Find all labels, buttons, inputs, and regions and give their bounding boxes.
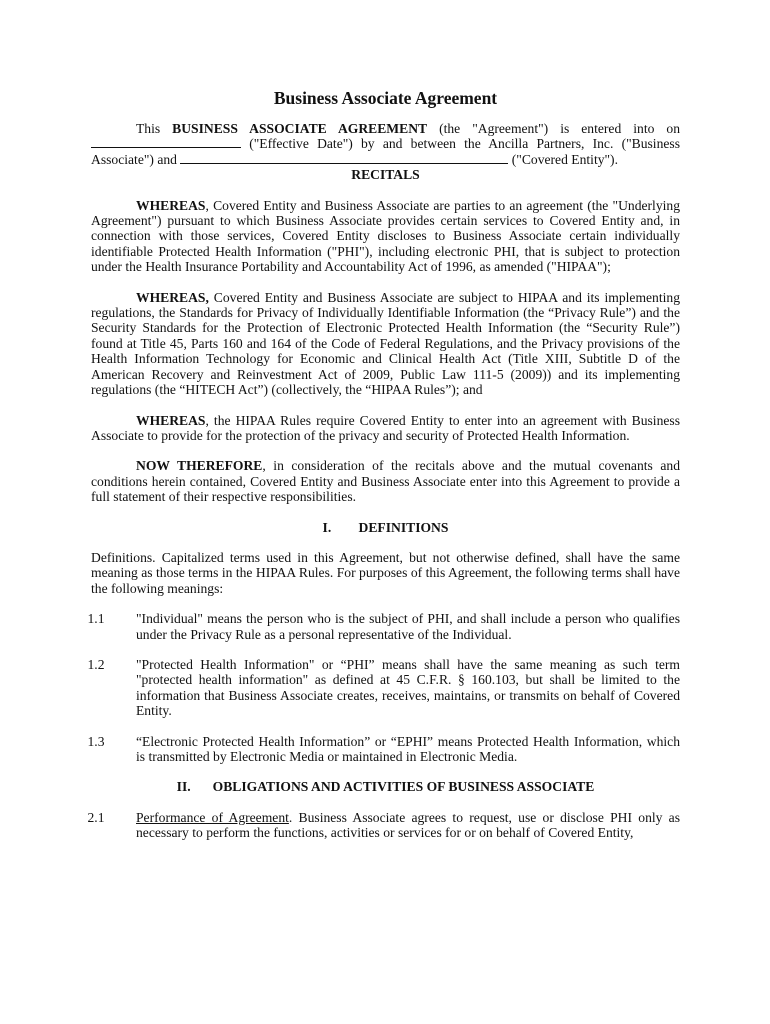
document-title: Business Associate Agreement: [273, 88, 498, 108]
covered-entity-blank: [180, 152, 508, 164]
definition-item: [87, 733, 680, 765]
definition-item: [87, 611, 680, 642]
recital-lead: WHEREAS: [136, 197, 206, 213]
recital-paragraph: [91, 413, 680, 444]
item-text: “Electronic Protected Health Information” or “EPHI” means Protected Health Information, which is transmitted by Electronic Media or maintained in Electronic Media.: [136, 733, 680, 764]
recital-text: , in consideration of the recitals above and the mutual covenants and conditions herein contained, Covered Entity and Business Associate enter into this Agreement to provide a full statement of their respective responsibilities.: [91, 458, 680, 505]
item-number: 1.3: [87, 733, 105, 749]
section-number: II.: [176, 779, 191, 795]
section-heading-obligations: [91, 779, 680, 794]
definition-item: [87, 656, 680, 719]
item-text: "Protected Health Information" or “PHI” means shall have the same meaning as such term "protected health information" as defined at 45 C.F.R. § 160.103, but shall be limited to the information that Business Associate creates, receives, maintains, or transmits on behalf of Covered Entity.: [136, 656, 680, 719]
effective-date-blank: [91, 136, 241, 148]
obligation-item: [87, 809, 681, 841]
section-title: OBLIGATIONS AND ACTIVITIES OF BUSINESS ASSOCIATE: [212, 779, 595, 795]
item-text: [136, 810, 680, 841]
intro-text-4: ("Covered Entity").: [508, 151, 618, 167]
definitions-intro: Definitions. Capitalized terms used in this Agreement, but not otherwise defined, shall have the same meaning as those terms in the HIPAA Rules. For purposes of this Agreement, the following terms shall have the following meanings:: [91, 549, 680, 596]
item-heading: Performance of Agreement: [136, 809, 289, 825]
recital-text: , the HIPAA Rules require Covered Entity to enter into an agreement with Business Associate to provide for the protection of the privacy and security of Protected Health Information.: [91, 412, 680, 443]
recital-lead: NOW THEREFORE: [136, 458, 263, 474]
recital-text: Covered Entity and Business Associate are subject to HIPAA and its implementing regulations, the Standards for Privacy of Individually Identifiable Information (the “Privacy Rule”) and the Security Standards for the Protection of Electronic Protected Health Information (the “Security Rule”) found at Title 45, Parts 160 and 164 of the Code of Federal Regulations, and the Privacy provisions of the Health Information Technology for Economic and Clinical Health Act (Title XIII, Subtitle D of the American Recovery and Reinvestment Act of 2009, Public Law 111-5 (2009)) and its implementing regulations (the “HITECH Act”) (collectively, the “HIPAA Rules”); and: [91, 289, 680, 398]
item-number: 1.1: [87, 611, 105, 627]
item-number: 2.1: [87, 809, 105, 825]
recital-lead: WHEREAS: [136, 412, 206, 428]
item-text: "Individual" means the person who is the subject of PHI, and shall include a person who qualifies under the Privacy Rule as a personal representative of the Individual.: [136, 611, 680, 642]
recital-paragraph: [91, 198, 680, 275]
section-title: DEFINITIONS: [358, 519, 449, 535]
document-page: [87, 88, 681, 841]
recital-paragraph: [91, 290, 680, 398]
section-heading-definitions: [91, 520, 680, 535]
recital-paragraph: [91, 458, 680, 504]
intro-text-1: This: [136, 121, 173, 136]
section-number: I.: [322, 519, 332, 535]
item-number: 1.2: [87, 656, 105, 672]
recitals-heading: RECITALS: [351, 167, 420, 183]
intro-agreement-name: BUSINESS ASSOCIATE AGREEMENT: [172, 121, 428, 136]
intro-text-3: ("Effective Date") by and between the Ancilla Partners, Inc. ("Business Associate") and: [91, 136, 680, 167]
recital-text: , Covered Entity and Business Associate are parties to an agreement (the "Underlying Agreement") pursuant to which Business Associate provides certain services to Covered Entity and, in connection with those services, Covered Entity discloses to Business Associate certain individually identifiable Protected Health Information ("PHI"), including electronic PHI, that is subject to protection under the Health Insurance Portability and Accountability Act of 1996, as amended ("HIPAA");: [91, 197, 680, 275]
item-body: . Business Associate agrees to request, use or disclose PHI only as necessary to perform the functions, activities or services for or on behalf of Covered Entity,: [136, 809, 681, 841]
intro-paragraph: [91, 121, 680, 167]
recital-lead: WHEREAS,: [136, 289, 209, 305]
intro-text-2: (the "Agreement") is entered into on: [427, 121, 680, 136]
